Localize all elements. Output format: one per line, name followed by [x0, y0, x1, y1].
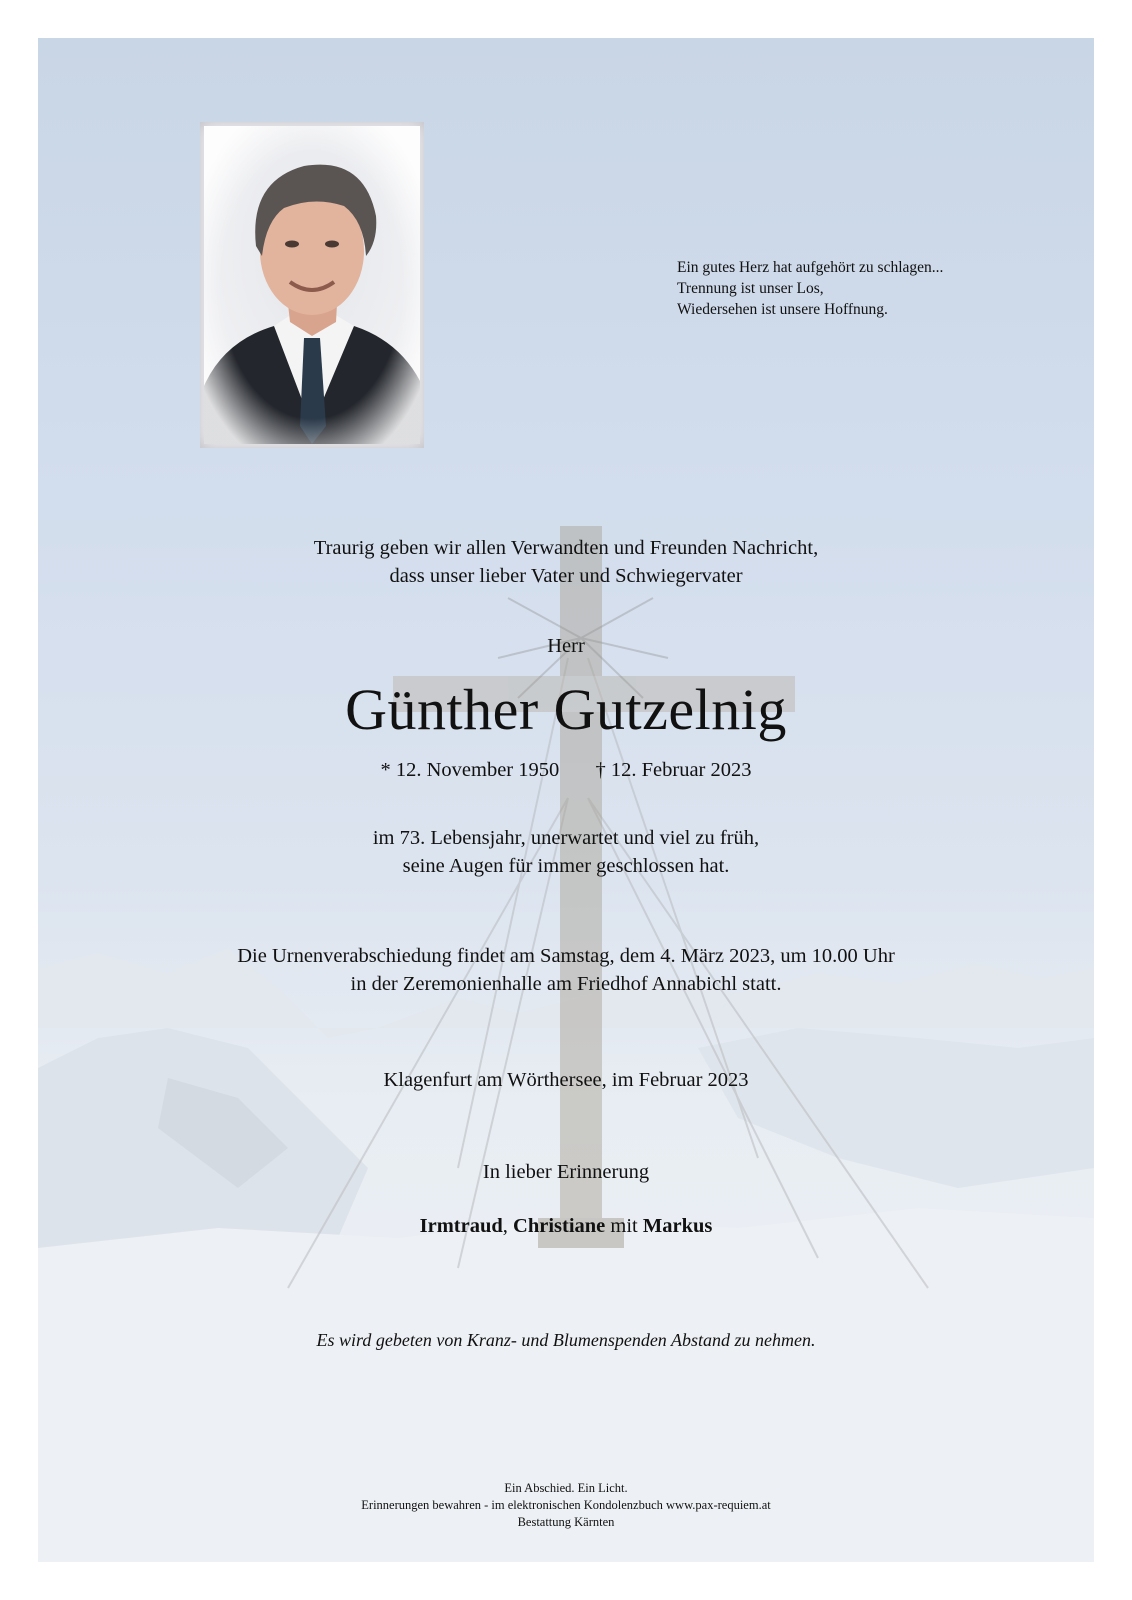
ceremony-text: [38, 942, 1094, 998]
portrait-photo: [200, 122, 424, 448]
intro-line: dass unser lieber Vater und Schwiegervater: [389, 565, 743, 587]
quote-block: [677, 257, 1077, 320]
footer: [38, 1480, 1094, 1531]
quote-line: Wiedersehen ist unsere Hoffnung.: [677, 301, 888, 318]
footer-line: Bestattung Kärnten: [517, 1515, 615, 1529]
deceased-name: Günther Gutzelnig: [345, 677, 787, 742]
signers: [38, 1212, 1094, 1240]
quote-line: Ein gutes Herz hat aufgehört zu schlagen...: [677, 259, 944, 276]
salutation: Herr: [547, 635, 585, 657]
birth-date: * 12. November 1950: [380, 759, 560, 781]
passing-line: seine Augen für immer geschlossen hat.: [402, 855, 730, 877]
footer-line: Erinnerungen bewahren - im elektronischen Kondolenzbuch www.pax-requiem.at: [361, 1498, 771, 1512]
signer-name: Christiane: [513, 1215, 606, 1237]
footer-line: Ein Abschied. Ein Licht.: [504, 1481, 628, 1495]
memory-text: In lieber Erinnerung: [482, 1161, 650, 1183]
intro-line: Traurig geben wir allen Verwandten und Freunden Nachricht,: [313, 537, 819, 559]
life-dates: [38, 756, 1094, 784]
passing-text: [38, 824, 1094, 880]
obituary-page: [38, 38, 1094, 1562]
signer-name: Irmtraud: [419, 1215, 503, 1237]
signer-separator: ,: [502, 1215, 514, 1237]
place-date: Klagenfurt am Wörthersee, im Februar 2023: [383, 1069, 749, 1091]
death-date: † 12. Februar 2023: [595, 759, 752, 781]
intro-text: [38, 534, 1094, 590]
signer-name: Markus: [642, 1215, 713, 1237]
flower-note: Es wird gebeten von Kranz- und Blumenspenden Abstand zu nehmen.: [316, 1330, 816, 1350]
quote-line: Trennung ist unser Los,: [677, 280, 824, 297]
ceremony-line: Die Urnenverabschiedung findet am Samstag, dem 4. März 2023, um 10.00 Uhr: [237, 945, 895, 967]
signer-separator: mit: [605, 1215, 643, 1237]
ceremony-line: in der Zeremonienhalle am Friedhof Annabichl statt.: [350, 973, 782, 995]
passing-line: im 73. Lebensjahr, unerwartet und viel zu früh,: [372, 827, 760, 849]
